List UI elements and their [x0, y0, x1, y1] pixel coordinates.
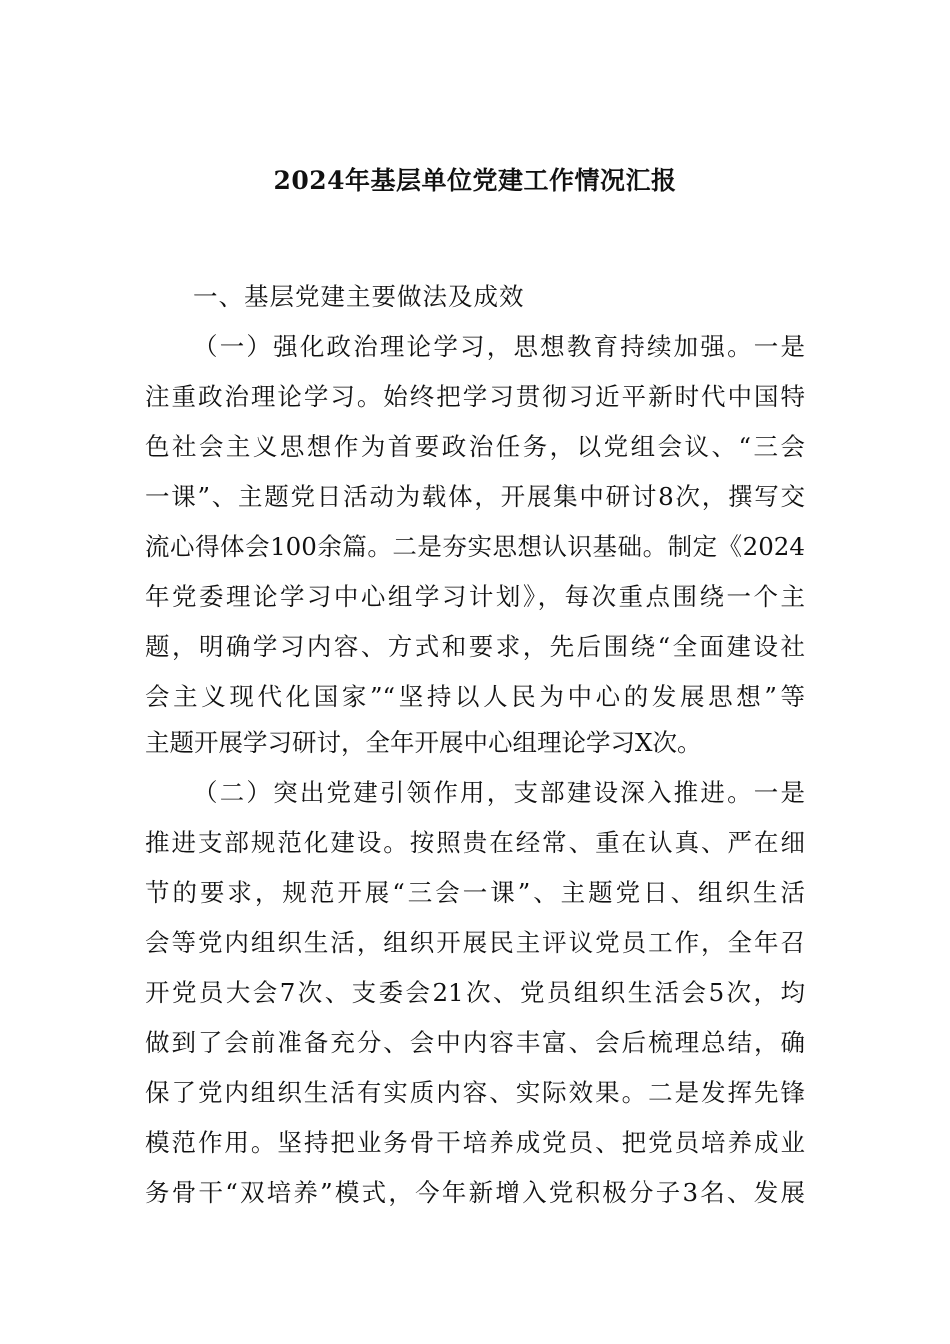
paragraph-1-line-6: 年党委理论学习中心组学习计划》，每次重点围绕一个主 [145, 582, 805, 611]
paragraph-2-line-5: 开党员大会7次、支委会21次、党员组织生活会5次，均 [145, 978, 805, 1007]
paragraph-1-line-3: 色社会主义思想作为首要政治任务，以党组会议、“三会 [145, 432, 805, 461]
paragraph-1-line-1: （一）强化政治理论学习，思想教育持续加强。一是 [193, 332, 805, 361]
paragraph-2-line-8: 模范作用。坚持把业务骨干培养成党员、把党员培养成业 [145, 1128, 805, 1157]
paragraph-1-line-5: 流心得体会100余篇。二是夯实思想认识基础。制定《2024 [145, 532, 805, 561]
document-title: 2024年基层单位党建工作情况汇报 [273, 166, 677, 195]
paragraph-2-line-6: 做到了会前准备充分、会中内容丰富、会后梳理总结，确 [145, 1028, 805, 1057]
paragraph-2-line-9: 务骨干“双培养”模式，今年新增入党积极分子3名、发展 [145, 1178, 805, 1207]
paragraph-1-line-7: 题，明确学习内容、方式和要求，先后围绕“全面建设社 [145, 632, 805, 661]
paragraph-1-line-4: 一课”、主题党日活动为载体，开展集中研讨8次，撰写交 [145, 482, 805, 511]
paragraph-1-line-9: 主题开展学习研讨，全年开展中心组理论学习X次。 [145, 728, 702, 757]
paragraph-2-line-7: 保了党内组织生活有实质内容、实际效果。二是发挥先锋 [145, 1078, 805, 1107]
section-heading: 一、基层党建主要做法及成效 [193, 282, 525, 311]
paragraph-2-line-3: 节的要求，规范开展“三会一课”、主题党日、组织生活 [145, 878, 805, 907]
paragraph-2-line-4: 会等党内组织生活，组织开展民主评议党员工作，全年召 [145, 928, 805, 957]
paragraph-2-line-1: （二）突出党建引领作用，支部建设深入推进。一是 [193, 778, 805, 807]
paragraph-2-line-2: 推进支部规范化建设。按照贵在经常、重在认真、严在细 [145, 828, 805, 857]
paragraph-1-line-8: 会主义现代化国家”“坚持以人民为中心的发展思想”等 [145, 682, 805, 711]
paragraph-1-line-2: 注重政治理论学习。始终把学习贯彻习近平新时代中国特 [145, 382, 805, 411]
